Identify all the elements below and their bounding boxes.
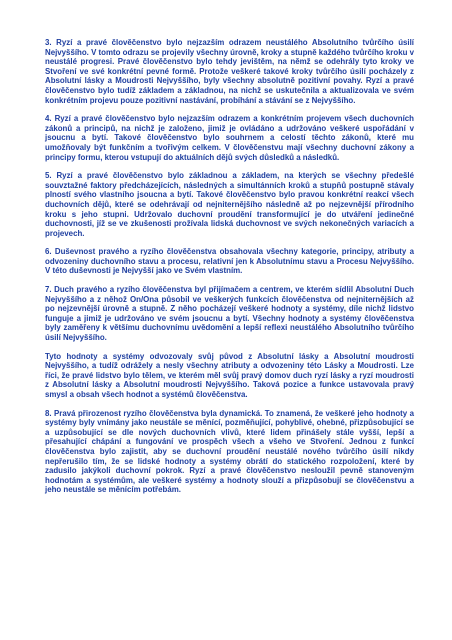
paragraph-3: 3. Ryzí a pravé člověčenstvo bylo nejzazším odrazem neustálého Absolutního tvůrčího úsilí Nejvyššího. V tomto odrazu se projevily všechny úrovně, kroky a stupně každého tvůrčího kroku v neustálé progresi. Pravé člověčenstvo bylo tehdy jevištěm, na němž se odehrály tyto kroky ve Stvoření ve své konkrétní pevné formě. Protože veškeré takové kroky tvůrčího úsilí pocházely z Absolutní lásky a Moudrosti Nejvyššího, byly všechny absolutně pozitivní povahy. Ryzí a pravé člověčenstvo bylo tudíž základem a základnou, na nichž se uskutečnila a aktualizovala ve svém konkrétním projevu pouze pozitivní nastávání, probíhání a stávání se z Nejvyššího. (45, 38, 414, 105)
paragraph-4: 4. Ryzí a pravé člověčenstvo bylo nejzazším odrazem a konkrétním projevem všech duchovních zákonů a principů, na nichž je založeno, jimiž je ovládáno a udržováno veškeré uspořádání v jsoucnu a bytí. Takové člověčenstvo bylo souhrnem a celostí těchto zákonů, které mu umožňovaly být funkčním a tvořivým celkem. V člověčenstvu mají všechny duchovní zákony a principy formu, kterou vstupují do aktuálních dějů svých důsledků a následků. (45, 114, 414, 162)
paragraph-8: 8. Pravá přirozenost ryzího člověčenstva byla dynamická. To znamená, že veškeré jeho hodnoty a systémy byly vnímány jako neustále se měnící, pozměňující, pohyblivé, ohebné, přizpůsobující se a uzpůsobující se dle nových duchovních vlivů, které lidem přinášely stále vyšší, lepší a přesahující chápání a fungování ve prospěch všech a všeho ve Stvoření. Jednou z funkcí člověčenstva bylo zajistit, aby se duchovní proudění neustálé nového tvůrčího úsilí nikdy nepřerušilo tím, že se lidské hodnoty a systémy obrátí do statického rozpoložení, které by zadusilo jakýkoli duchovní pokrok. Ryzí a pravé člověčenstvo nesloužil pevně stanoveným hodnotám a systémům, ale veškeré systémy a hodnoty slouží a přizpůsobují se člověčenstvu a jeho neustále se měnícím potřebám. (45, 408, 414, 495)
paragraph-5: 5. Ryzí a pravé člověčenstvo bylo základnou a základem, na kterých se všechny předešlé souvztažné faktory předcházejících, následných a simultánních kroků a stupňů postupně stávaly plností svého vlastního jsoucna a bytí. Takové člověčenstvo bylo pravou konkrétní reakcí všech duchovních dějů, které se odehrávají od nejniternějšího následně až po nejzevnější přírodního kroku s jeho stupni. Udržovalo duchovní proudění transformující je do utváření jedinečné duchovnosti, jíž se ve zkušenosti prožívala lidská duchovnost ve svých nekonečných variacích a projevech. (45, 171, 414, 238)
paragraph-6: 6. Duševnost pravého a ryzího člověčenstva obsahovala všechny kategorie, principy, atributy a odvozeniny duchovního stavu a procesu, relativní jen k Absolutnímu stavu a Procesu Nejvyššího. V této duševnosti je Nejvyšší jako ve Svém vlastním. (45, 247, 414, 276)
paragraph-7: 7. Duch pravého a ryzího člověčenstva byl přijímačem a centrem, ve kterém sídlil Absolutní Duch Nejvyššího a z něhož On/Ona působil ve veškerých funkcích člověčenstva od nejniternějších až po nejzevnější úrovně a stupně. Z něho pocházejí veškeré hodnoty a systémy, díle nichž lidstvo funguje a jimiž je udržováno ve svém jsoucnu a bytí. Všechny hodnoty a systémy člověčenstva byly zaměřeny k většímu duchovnímu uvědomění a lepší reflexi neustálého Absolutního tvůrčího úsilí Nejvyššího. (45, 285, 414, 343)
paragraph-7-continued: Tyto hodnoty a systémy odvozovaly svůj původ z Absolutní lásky a Absolutní moudrosti Nejvyššího, a tudíž odrážely a nesly všechny atributy a odvozeniny této Lásky a Moudrosti. Lze říci, že pravé lidstvo bylo tělem, ve kterém měl svůj pravý domov duch ryzí lásky a ryzí moudrosti z Absolutní lásky a Absolutní moudrosti Nejvyššího. Taková pozice a funkce ustavovala pravý smysl a obsah všech hodnot a systémů člověčenstva. (45, 351, 414, 399)
